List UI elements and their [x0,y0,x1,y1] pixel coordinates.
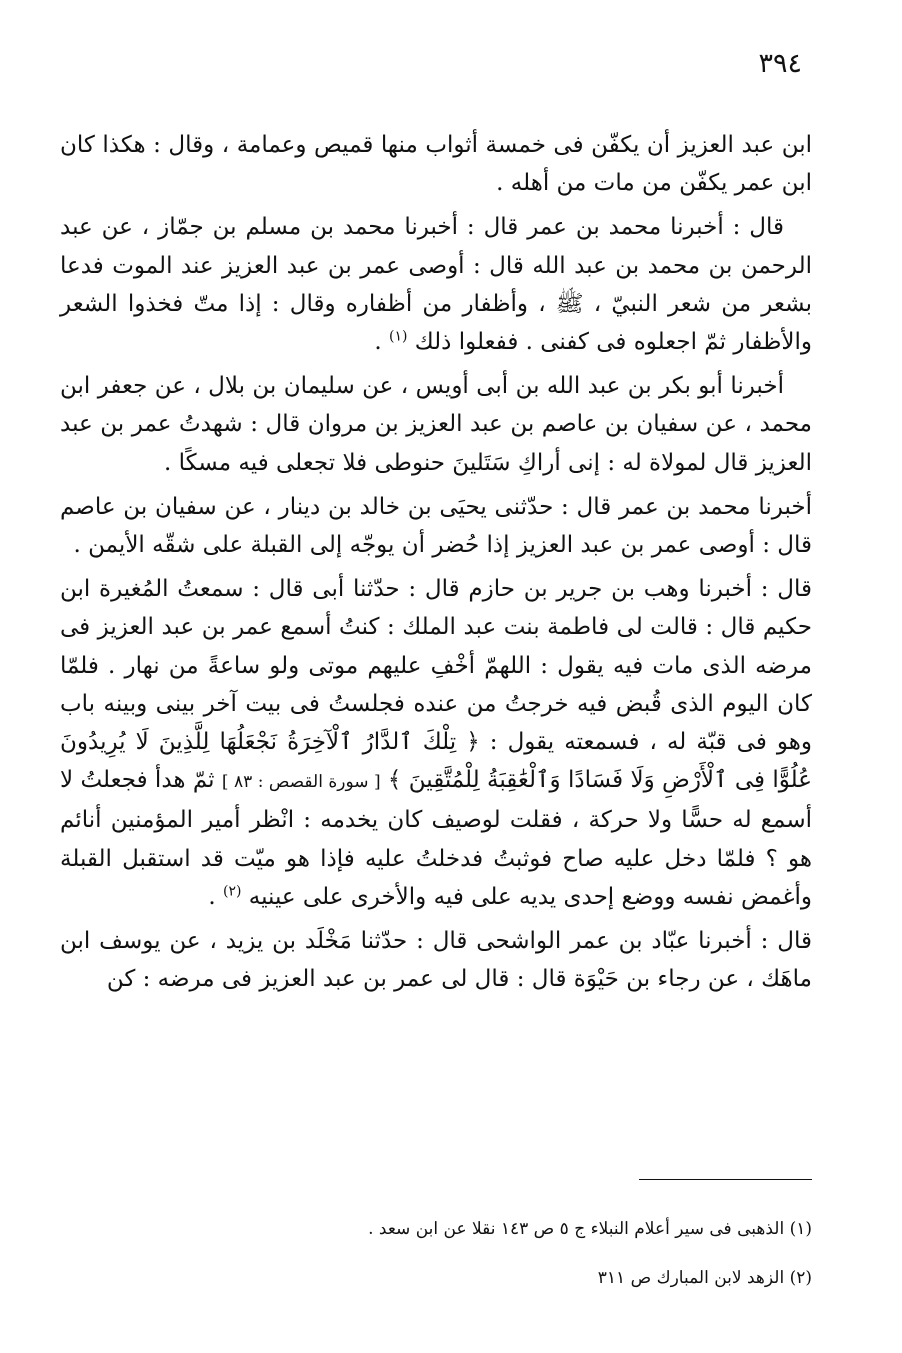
paragraph-text: أخبرنا أبو بكر بن عبد الله بن أبى أويس ، عن سليمان بن بلال ، عن جعفر ابن محمد ، عن سفيان بن عاصم بن عبد العزيز بن مروان قال : شهدتُ عمر بن عبد العزيز قال لمولاة له : إنى أراكِ سَتَلينَ حنوطى فلا تجعلى فيه مسكًا . [60,373,812,476]
book-page [60,30,812,1330]
footnote-1: (١) الذهبى فى سير أعلام النبلاء ج ٥ ص ١٤٣ نقلا عن ابن سعد . [368,1219,812,1239]
paragraph-5 [60,570,812,916]
paragraph-end: . [208,883,223,910]
paragraph-6 [60,922,812,998]
quran-verse: ﴿ تِلْكَ ٱلدَّارُ ٱلْآخِرَةُ نَجْعَلُهَا لِلَّذِينَ لَا يُرِيدُونَ عُلُوًّا فِى ٱلْأَرْضِ وَلَا فَسَادًا وَٱلْعَٰقِبَةُ لِلْمُتَّقِينَ ﴾ [60,729,812,794]
paragraph-4 [60,488,812,564]
page-number: ٣٩٤ [758,48,802,79]
paragraph-text-continued: ثمّ هدأ فجعلتُ لا أسمع له حسًّا ولا حركة ، فقلت لوصيف كان يخدمه : انْظر أمير المؤمنين أنائم هو ؟ فلمّا دخل عليه صاح فوثبتُ فدخلتُ عليه فإذا هو ميّت قد استقبل القبلة وأغمض نفسه ووضع إحدى يديه على فيه والأخرى على عينيه [60,767,812,910]
paragraph-text: أخبرنا محمد بن عمر قال : حدّثنى يحيَى بن خالد بن دينار ، عن سفيان بن عاصم قال : أوصى عمر بن عبد العزيز إذا حُضر أن يوجّه إلى القبلة على شقّه الأيمن . [60,493,812,559]
paragraph-end: . [374,329,389,356]
body-text [60,126,812,1004]
paragraph-2 [60,208,812,361]
paragraph-text: قال : أخبرنا وهب بن جرير بن حازم قال : حدّثنا أبى قال : سمعتُ المُغيرة ابن حكيم قال : قالت لى فاطمة بنت عبد الملك : كنتُ أسمع عمر بن عبد العزيز فى مرضه الذى مات فيه يقول : اللهمّ أخْفِ عليهم موتى ولو ساعةً من نهار . فلمّا كان اليوم الذى قُبض فيه خرجتُ من عنده فجلستُ فى بيت آخر بينى وبينه باب وهو فى قبّة له ، فسمعته يقول : [60,576,813,756]
footnote-divider [639,1179,812,1180]
paragraph-3 [60,367,812,482]
footnote-2: (٢) الزهد لابن المبارك ص ٣١١ [597,1268,812,1288]
footnote-ref-2[interactable]: (٢) [222,883,242,900]
footnotes [60,1218,812,1316]
surah-reference: [ سورة القصص : ٨٣ ] [221,772,381,793]
paragraph-text: ابن عبد العزيز أن يكفّن فى خمسة أثواب منها قميص وعمامة ، وقال : هكذا كان ابن عمر يكفّن من مات من أهله . [60,132,812,197]
footnote-ref-1[interactable]: (١) [388,328,408,345]
paragraph-text: قال : أخبرنا محمد بن عمر قال : أخبرنا محمد بن مسلم بن جمّاز ، عن عبد الرحمن بن محمد بن عبد الله قال : أوصى عمر بن عبد العزيز عند الموت فدعا بشعر من شعر النبيّ ، ﷺ ، وأظفار من أظفاره وقال : إذا متّ فخذوا الشعر والأظفار ثمّ اجعلوه فى كفنى . ففعلوا ذلك [60,214,812,356]
paragraph-1 [60,126,812,202]
paragraph-text: قال : أخبرنا عبّاد بن عمر الواشحى قال : حدّثنا مَخْلَد بن يزيد ، عن يوسف ابن ماهَك ، عن رجاء بن حَيْوَة قال : قال لى عمر بن عبد العزيز فى مرضه : كن [60,928,812,993]
